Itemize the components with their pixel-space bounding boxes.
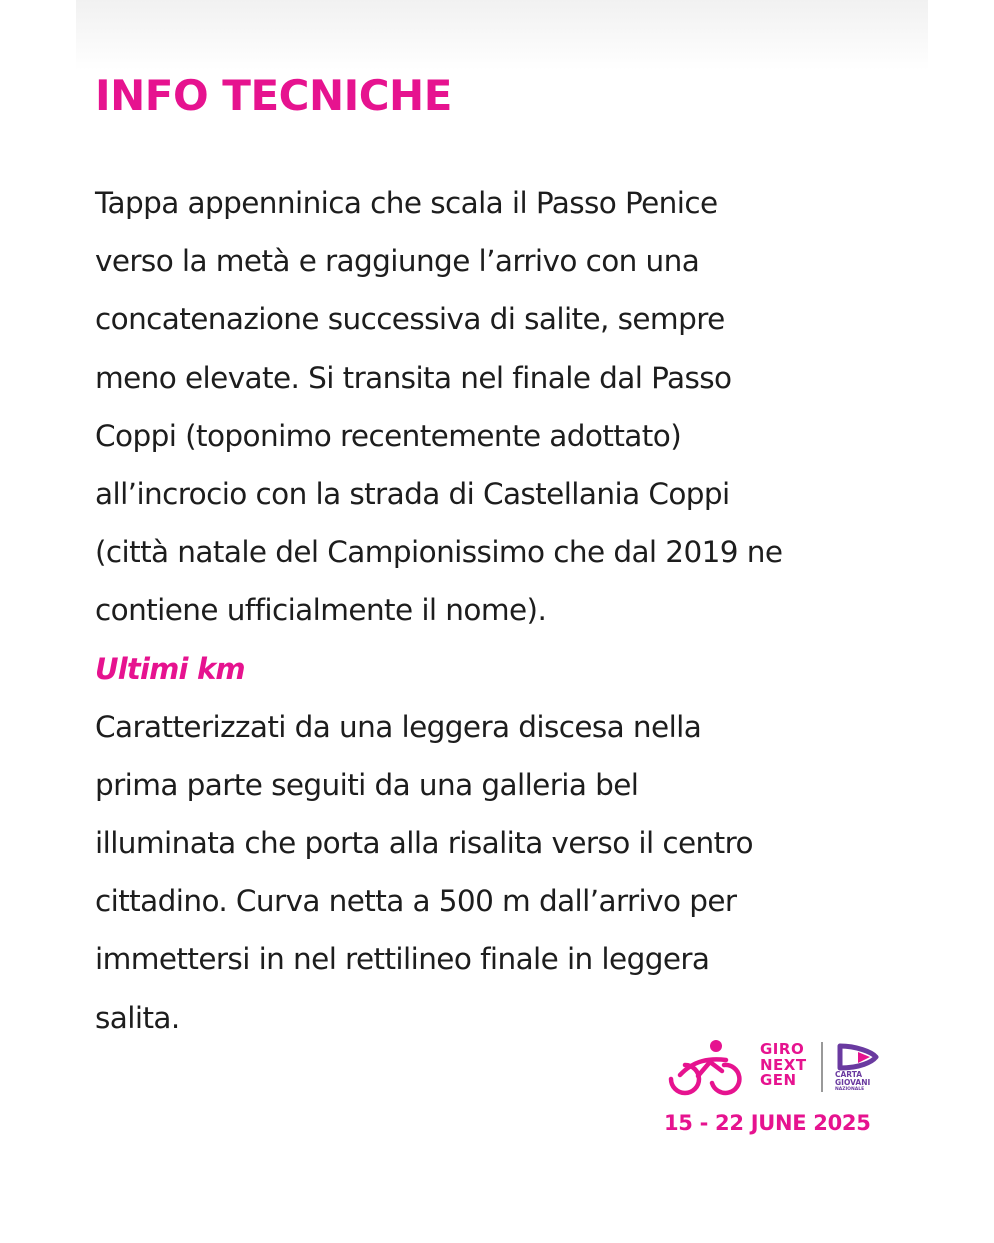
intro-line: Coppi (toponimo recentemente adottato) bbox=[95, 418, 682, 453]
final-line: Caratterizzati da una leggera discesa nella bbox=[95, 709, 702, 744]
final-km-paragraph bbox=[95, 698, 955, 1047]
info-content bbox=[95, 68, 955, 1047]
cyclist-icon bbox=[664, 1038, 754, 1096]
intro-paragraph bbox=[95, 174, 955, 640]
brand-footer bbox=[664, 1038, 886, 1138]
giro-next-gen-wordmark: GIRO NEXT GEN bbox=[760, 1040, 807, 1089]
intro-line: Tappa appenninica che scala il Passo Penice bbox=[95, 186, 718, 220]
top-card-shadow bbox=[76, 0, 928, 70]
intro-line: concatenazione successiva di salite, sempre bbox=[95, 302, 725, 337]
final-line: immettersi in nel rettilineo finale in leggera bbox=[95, 942, 710, 977]
intro-line: all’incrocio con la strada di Castellania Coppi bbox=[95, 477, 730, 512]
carta-giovani-icon bbox=[836, 1042, 880, 1072]
intro-line: (città natale del Campionissimo che dal 2019 ne bbox=[95, 535, 783, 570]
final-line: prima parte seguiti da una galleria bel bbox=[95, 767, 639, 802]
intro-line: verso la metà e raggiunge l’arrivo con una bbox=[95, 244, 700, 279]
intro-line: contiene ufficialmente il nome). bbox=[95, 593, 547, 628]
logo-divider bbox=[821, 1042, 823, 1092]
section-subtitle: Ultimi km bbox=[95, 651, 245, 686]
carta-giovani-wordmark: CARTA GIOVANI NAZIONALE bbox=[835, 1070, 871, 1092]
intro-line: meno elevate. Si transita nel finale dal Passo bbox=[95, 360, 732, 395]
final-line: illuminata che porta alla risalita verso il centro bbox=[95, 826, 753, 861]
page-title: INFO TECNICHE bbox=[95, 71, 452, 120]
event-dates: 15 - 22 JUNE 2025 bbox=[664, 1111, 871, 1135]
final-line: salita. bbox=[95, 1000, 180, 1035]
final-line: cittadino. Curva netta a 500 m dall’arrivo per bbox=[95, 884, 737, 919]
